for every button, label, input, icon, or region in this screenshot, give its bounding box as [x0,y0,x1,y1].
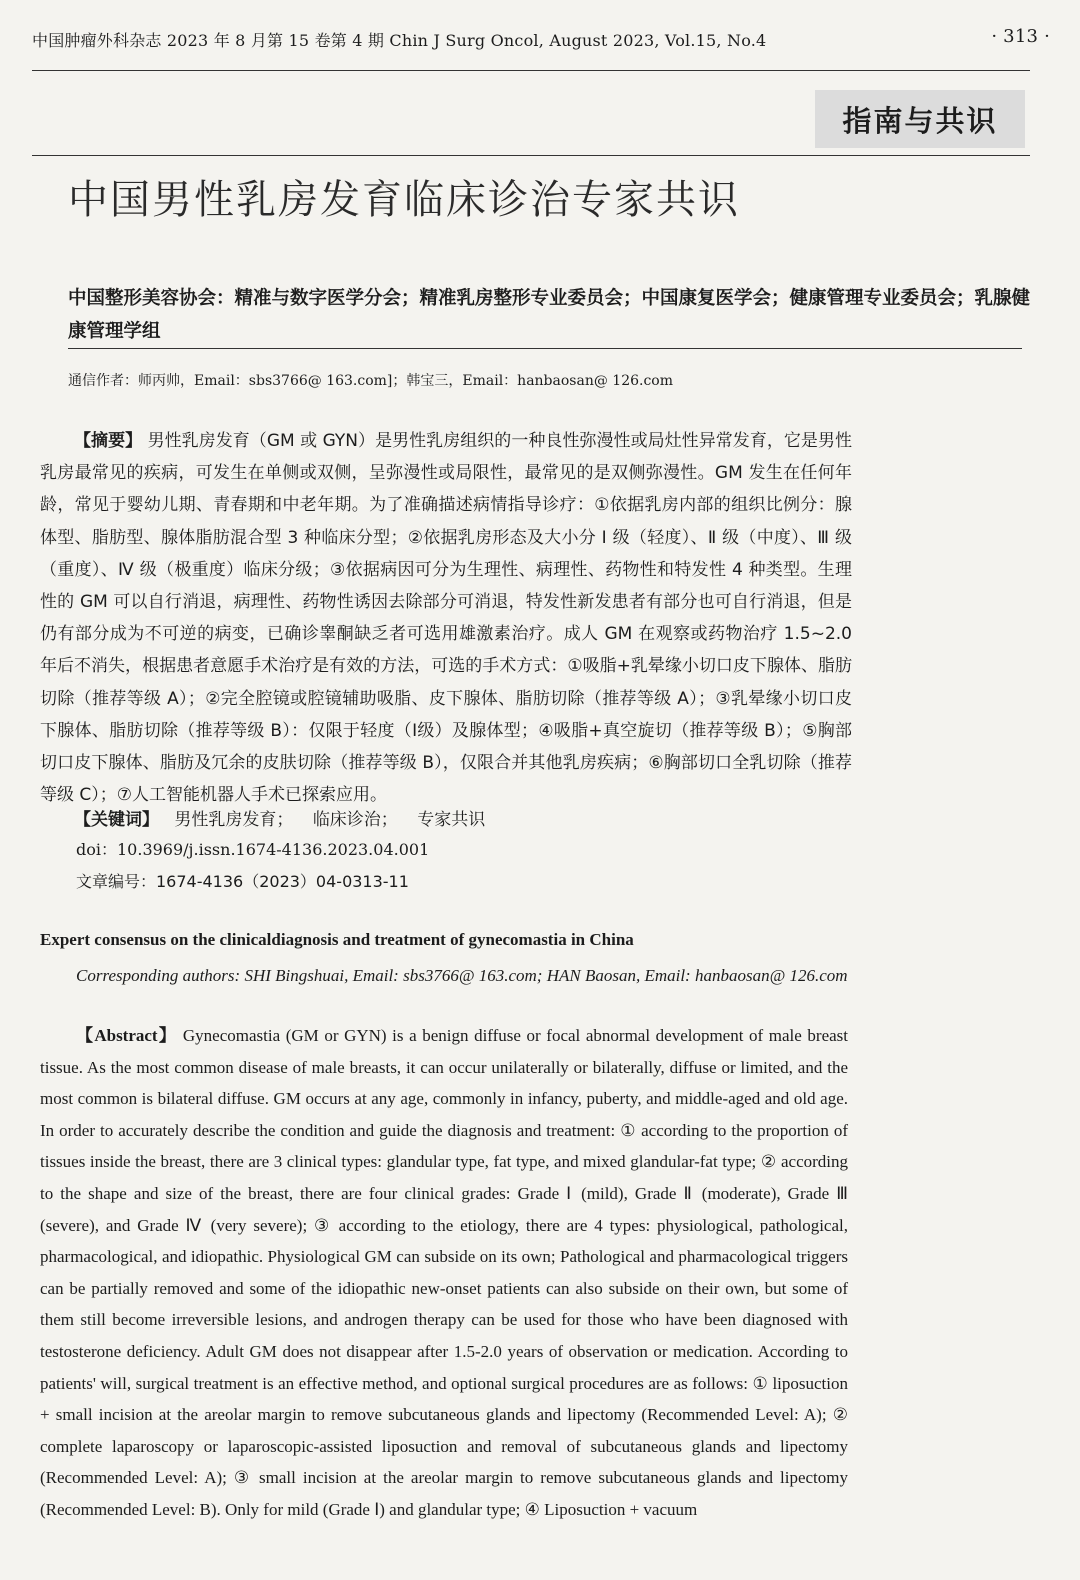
keyword: 男性乳房发育； [174,810,294,830]
page-number: · 313 · [991,26,1050,47]
article-title: 中国男性乳房发育临床诊治专家共识 [68,177,740,223]
abstract-text: 男性乳房发育（GM 或 GYN）是男性乳房组织的一种良性弥漫性或局灶性异常发育，它是男性乳房最常见的疾病，可发生在单侧或双侧，呈弥漫性或局限性，最常见的是双侧弥漫性。GM 发生在任何年龄，常见于婴幼儿期、青春期和中老年期。为了准确描述病情指导诊疗：①依据乳房内部的组织比例分：腺体型、脂肪型、腺体脂肪混合型 3 种临床分型；②依据乳房形态及大小分 Ⅰ 级（轻度）、Ⅱ 级（中度）、Ⅲ 级（重度）、Ⅳ 级（极重度）临床分级；③依据病因可分为生理性、病理性、药物性和特发性 4 种类型。生理性的 GM 可以自行消退，病理性、药物性诱因去除部分可消退，特发性新发患者有部分也可自行消退，但是仍有部分成为不可逆的病变，已确诊睾酮缺乏者可选用雄激素治疗。成人 GM 在观察或药物治疗 1.5~2.0 年后不消失，根据患者意愿手术治疗是有效的方法，可选的手术方式：①吸脂+乳晕缘小切口皮下腺体、脂肪切除（推荐等级 A）；②完全腔镜或腔镜辅助吸脂、皮下腺体、脂肪切除（推荐等级 A）；③乳晕缘小切口皮下腺体、脂肪切除（推荐等级 B）：仅限于轻度（Ⅰ级）及腺体型；④吸脂+真空旋切（推荐等级 B）；⑤胸部切口皮下腺体、脂肪及冗余的皮肤切除（推荐等级 B），仅限合并其他乳房疾病；⑥胸部切口全乳切除（推荐等级 C）；⑦人工智能机器人手术已探索应用。 [40,431,852,806]
running-header [32,26,1050,50]
english-corresponding-authors: Corresponding authors: SHI Bingshuai, Email: sbs3766@ 163.com; HAN Baosan, Email: hanbaosan@ 126.com [76,966,848,985]
authors-divider [68,348,1022,349]
keyword: 临床诊治； [312,810,398,830]
keywords-label: 【关键词】 [74,810,159,830]
doi: doi：10.3969/j.issn.1674-4136.2023.04.001 [76,840,430,859]
header-divider [32,70,1030,71]
abstract-label: 【摘要】 [74,431,143,451]
keywords [74,805,499,830]
abstract-english [40,1020,848,1526]
journal-citation: 中国肿瘤外科杂志 2023 年 8 月第 15 卷第 4 期 Chin J Surg Oncol, August 2023, Vol.15, No.4 [32,31,767,50]
english-title: Expert consensus on the clinicaldiagnosis and treatment of gynecomastia in China [40,930,634,949]
title-divider [32,155,1030,156]
author-organizations: 中国整形美容协会：精准与数字医学分会；精准乳房整形专业委员会；中国康复医学会；健康管理专业委员会；乳腺健康管理学组 [68,288,1031,342]
article-number: 文章编号：1674-4136（2023）04-0313-11 [76,872,409,891]
corresponding-authors: 通信作者：师丙帅，Email：sbs3766@ 163.com]；韩宝三，Email：hanbaosan@ 126.com [68,373,674,389]
english-abstract-text: Gynecomastia (GM or GYN) is a benign diffuse or focal abnormal development of male breast tissue. As the most common disease of male breasts, it can occur unilaterally or bilaterally, diffuse or limited, and the most common is bilateral diffuse. GM occurs at any age, commonly in infancy, puberty, and middle-aged and old age. In order to accurately describe the condition and guide the diagnosis and treatment: ① according to the proportion of tissues inside the breast, there are 3 clinical types: glandular type, fat type, and mixed glandular-fat type; ② according to the shape and size of the breast, there are four clinical grades: Grade Ⅰ (mild), Grade Ⅱ (moderate), Grade Ⅲ (severe), and Grade Ⅳ (very severe); ③ according to the etiology, there are 4 types: physiological, pathological, pharmacological, and idiopathic. Physiological GM can subside on its own; Pathological and pharmacological triggers can be partially removed and some of the idiopathic new-onset patients can also subside on their own, but some of them still become irreversible lesions, and androgen therapy can be used for those who have been diagnosed with testosterone deficiency. Adult GM does not disappear after 1.5-2.0 years of observation or medication. According to patients' will, surgical treatment is an effective method, and optional surgical procedures are as follows: ① liposuction + small incision at the areolar margin to remove subcutaneous glands and lipectomy (Recommended Level: A); ② complete laparoscopy or laparoscopic-assisted liposuction and removal of subcutaneous glands and lipectomy (Recommended Level: A); ③ small incision at the areolar margin to remove subcutaneous glands and lipectomy (Recommended Level: B). Only for mild (Grade Ⅰ) and glandular type; ④ Liposuction + vacuum [40,1026,849,1519]
keyword: 专家共识 [417,810,486,830]
abstract-chinese [40,425,852,811]
english-abstract-label: 【Abstract】 [76,1026,178,1045]
section-tag: 指南与共识 [815,90,1025,148]
